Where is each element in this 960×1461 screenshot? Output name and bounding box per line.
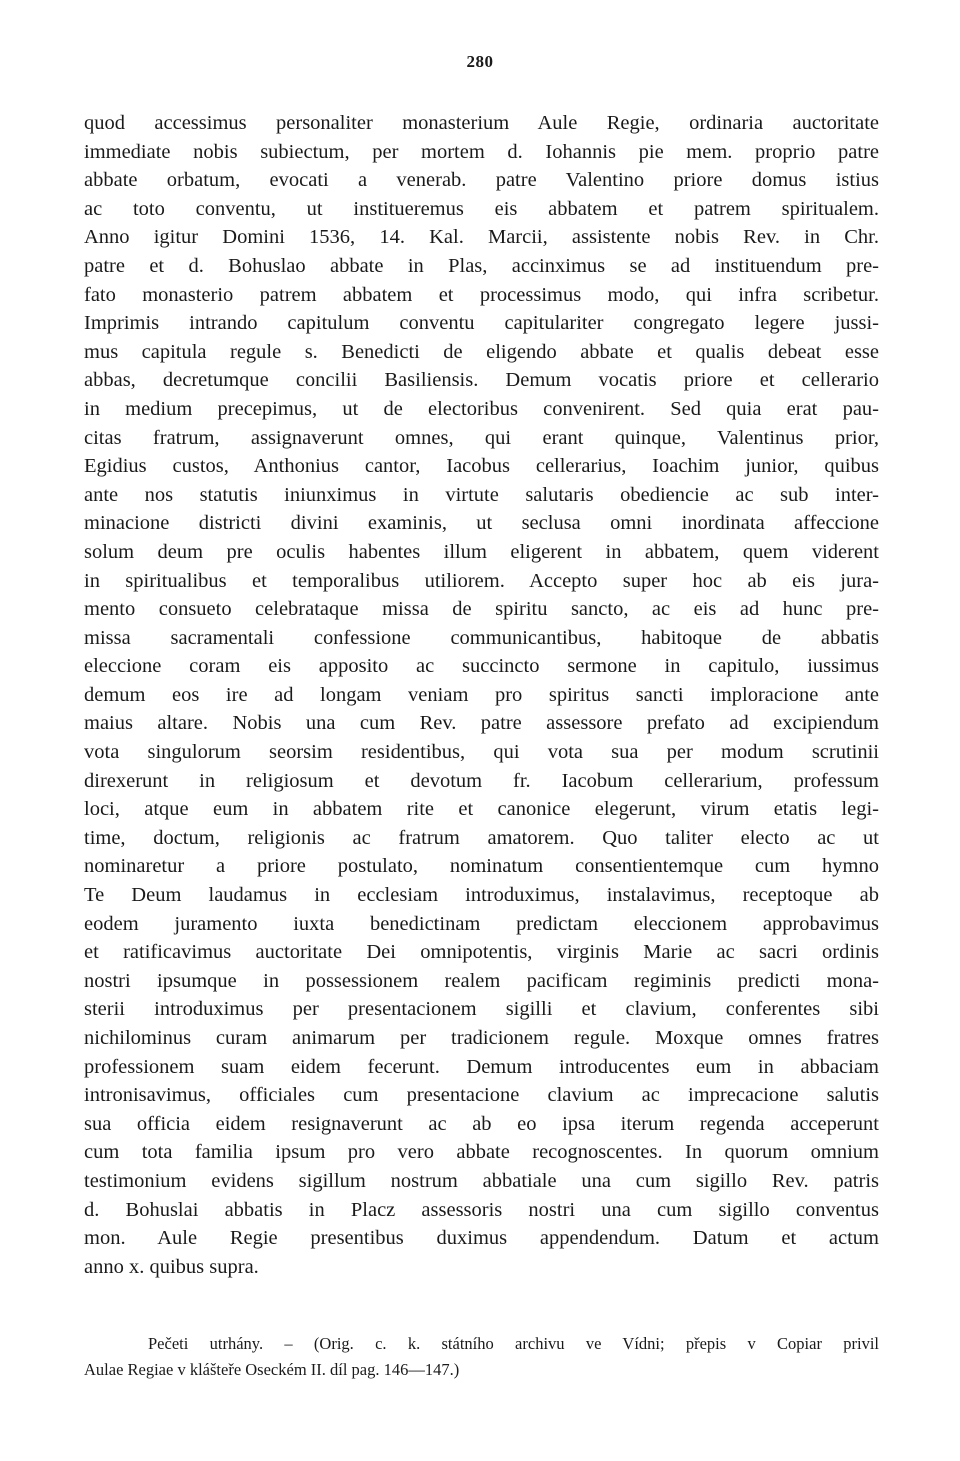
text-line: ac toto conventu, ut institueremus eis abbatem et patrem spiritualem. bbox=[84, 197, 879, 220]
text-line: abbas, decretumque concilii Basiliensis. Demum vocatis priore et cellerario bbox=[84, 369, 879, 392]
text-line: nostri ipsumque in possessionem realem pacificam regiminis predicti mona- bbox=[84, 969, 879, 992]
text-line: et ratificavimus auctoritate Dei omnipotentis, virginis Marie ac sacri ordinis bbox=[84, 941, 879, 964]
text-line: immediate nobis subiectum, per mortem d. Iohannis pie mem. proprio patre bbox=[84, 140, 879, 163]
text-line: solum deum pre oculis habentes illum eligerent in abbatem, quem viderent bbox=[84, 540, 879, 563]
text-line: cum tota familia ipsum pro vero abbate recognoscentes. In quorum omnium bbox=[84, 1141, 879, 1164]
text-line: professionem suam eidem fecerunt. Demum introducentes eum in abbaciam bbox=[84, 1055, 879, 1078]
text-line: nominaretur a priore postulato, nominatum consentientemque cum hymno bbox=[84, 855, 879, 878]
text-line: Imprimis intrando capitulum conventu capitulariter congregato legere jussi- bbox=[84, 312, 879, 335]
text-line: patre et d. Bohuslao abbate in Plas, accinximus se ad instituendum pre- bbox=[84, 254, 879, 277]
text-line: demum eos ire ad longam veniam pro spiritus sancti imploracione ante bbox=[84, 683, 879, 706]
footnote-line: Pečeti utrhány. – (Orig. c. k. státního archivu ve Vídni; přepis v Copiar privil bbox=[148, 1334, 879, 1353]
text-line: fato monasterio patrem abbatem et processimus modo, qui infra scribetur. bbox=[84, 283, 879, 306]
text-line: citas fratrum, assignaverunt omnes, qui erant quinque, Valentinus prior, bbox=[84, 426, 879, 449]
footnote-line: Aulae Regiae v klášteře Oseckém II. díl pag. 146—147.) bbox=[84, 1360, 460, 1379]
text-line: eleccione coram eis apposito ac succincto sermone in capitulo, iussimus bbox=[84, 655, 879, 678]
text-line: loci, atque eum in abbatem rite et canonice elegerunt, virum etatis legi- bbox=[84, 798, 879, 821]
text-line: Te Deum laudamus in ecclesiam introduximus, instalavimus, receptoque ab bbox=[84, 884, 879, 907]
text-line: anno x. quibus supra. bbox=[84, 1255, 259, 1278]
text-line: mento consueto celebrataque missa de spiritu sancto, ac eis ad hunc pre- bbox=[84, 598, 879, 621]
body-text bbox=[84, 109, 879, 1281]
text-line: ante nos statutis iniunximus in virtute salutaris obediencie ac sub inter- bbox=[84, 483, 879, 506]
text-line: vota singulorum seorsim residentibus, qui vota sua per modum scrutinii bbox=[84, 741, 879, 764]
text-line: abbate orbatum, evocati a venerab. patre Valentino priore domus istius bbox=[84, 169, 879, 192]
text-line: missa sacramentali confessione communicantibus, habitoque de abbatis bbox=[84, 626, 879, 649]
text-line: sterii introduximus per presentacionem sigilli et clavium, conferentes sibi bbox=[84, 998, 879, 1021]
text-line: sua officia eidem resignaverunt ac ab eo ipsa iterum regenda acceperunt bbox=[84, 1112, 879, 1135]
text-line: minacione districti divini examinis, ut seclusa omni inordinata affeccione bbox=[84, 512, 879, 535]
text-line: Egidius custos, Anthonius cantor, Iacobus cellerarius, Ioachim junior, quibus bbox=[84, 455, 879, 478]
text-line: in medium precepimus, ut de electoribus convenirent. Sed quia erat pau- bbox=[84, 397, 879, 420]
text-line: d. Bohuslai abbatis in Placz assessoris nostri una cum sigillo conventus bbox=[84, 1198, 879, 1221]
text-line: mus capitula regule s. Benedicti de eligendo abbate et qualis debeat esse bbox=[84, 340, 879, 363]
text-line: direxerunt in religiosum et devotum fr. Iacobum cellerarium, professum bbox=[84, 769, 879, 792]
text-line: quod accessimus personaliter monasterium Aule Regie, ordinaria auctoritate bbox=[84, 112, 879, 134]
text-line: in spiritualibus et temporalibus utiliorem. Accepto super hoc ab eis jura- bbox=[84, 569, 879, 592]
text-line: maius altare. Nobis una cum Rev. patre assessore prefato ad excipiendum bbox=[84, 712, 879, 735]
text-line: mon. Aule Regie presentibus duximus appendendum. Datum et actum bbox=[84, 1227, 879, 1250]
text-line: time, doctum, religionis ac fratrum amatorem. Quo taliter electo ac ut bbox=[84, 826, 879, 849]
text-line: Anno igitur Domini 1536, 14. Kal. Marcii, assistente nobis Rev. in Chr. bbox=[84, 226, 879, 249]
text-line: testimonium evidens sigillum nostrum abbatiale una cum sigillo Rev. patris bbox=[84, 1169, 879, 1192]
page-number: 280 bbox=[466, 52, 494, 71]
footnote bbox=[84, 1331, 879, 1383]
text-line: eodem juramento iuxta benedictinam predictam eleccionem approbavimus bbox=[84, 912, 879, 935]
text-line: intronisavimus, officiales cum presentacione clavium ac imprecacione salutis bbox=[84, 1084, 879, 1107]
text-line: nichilominus curam animarum per tradicionem regule. Moxque omnes fratres bbox=[84, 1027, 879, 1049]
